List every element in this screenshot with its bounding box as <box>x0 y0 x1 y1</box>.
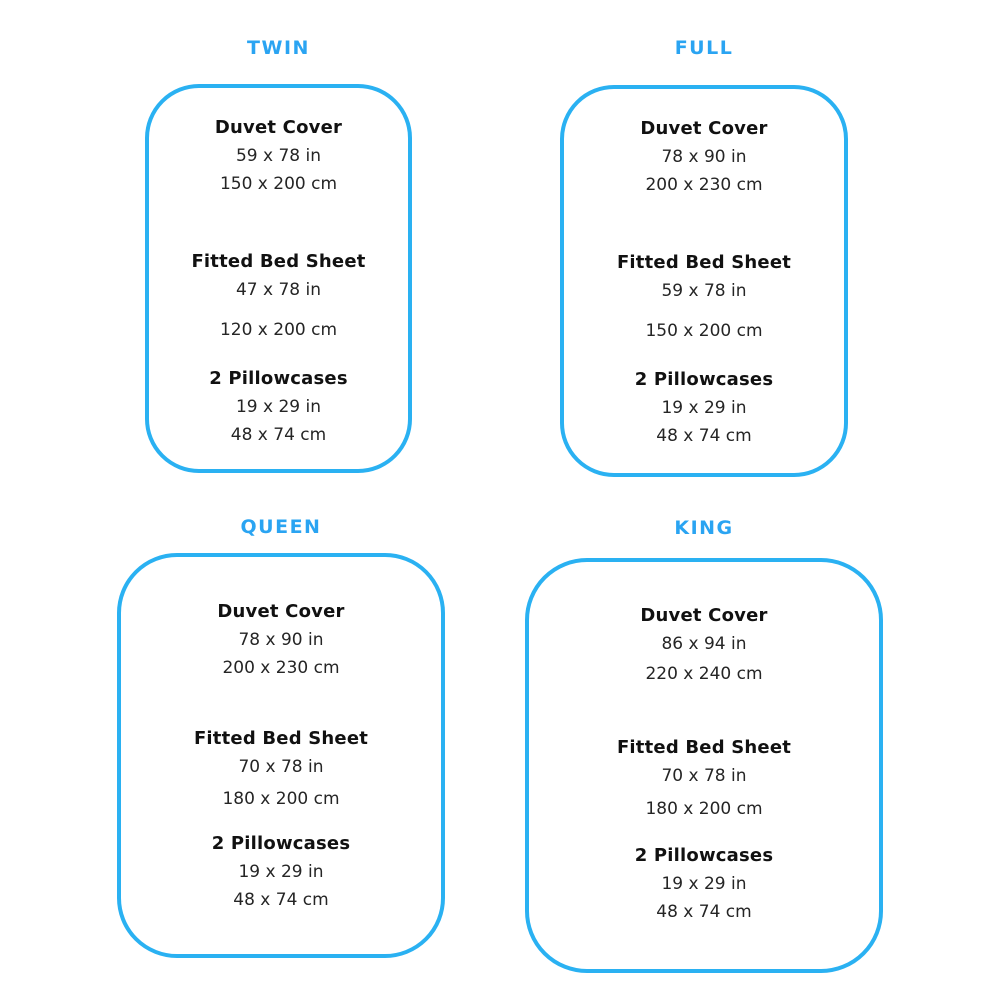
size-centimeters: 180 x 200 cm <box>222 789 340 809</box>
size-centimeters: 120 x 200 cm <box>219 320 338 340</box>
size-panel-twin <box>145 36 412 473</box>
size-centimeters: 200 x 230 cm <box>222 658 340 678</box>
size-panel-queen <box>117 515 445 958</box>
size-centimeters: 48 x 74 cm <box>656 426 752 446</box>
size-card-king <box>525 558 883 973</box>
panel-title-queen: QUEEN <box>240 516 322 538</box>
pillowcases-section <box>529 842 879 926</box>
size-centimeters: 180 x 200 cm <box>645 799 763 819</box>
section-heading: Duvet Cover <box>214 117 343 138</box>
panel-title-twin: TWIN <box>247 37 310 59</box>
size-inches: 19 x 29 in <box>235 397 322 417</box>
size-inches: 70 x 78 in <box>238 757 324 777</box>
size-inches: 59 x 78 in <box>235 146 322 166</box>
panel-title-full: FULL <box>674 37 734 59</box>
panel-title-king: KING <box>674 517 734 539</box>
size-card-full <box>560 85 848 477</box>
pillowcases-section <box>149 365 408 449</box>
section-heading: 2 Pillowcases <box>634 845 774 866</box>
size-card-queen <box>117 553 445 958</box>
section-heading: Fitted Bed Sheet <box>193 728 369 749</box>
size-centimeters: 150 x 200 cm <box>219 174 338 194</box>
size-card-twin <box>145 84 412 473</box>
section-heading: Fitted Bed Sheet <box>616 252 792 273</box>
size-inches: 19 x 29 in <box>661 874 747 894</box>
fitted-sheet-section <box>121 725 441 813</box>
size-centimeters: 48 x 74 cm <box>656 902 752 922</box>
section-heading: Fitted Bed Sheet <box>616 737 792 758</box>
section-heading: 2 Pillowcases <box>634 369 774 390</box>
size-inches: 78 x 90 in <box>238 630 324 650</box>
size-panel-full <box>560 36 848 477</box>
duvet-cover-section <box>121 598 441 682</box>
size-inches: 59 x 78 in <box>661 281 747 301</box>
duvet-cover-section <box>149 114 408 198</box>
section-heading: Duvet Cover <box>640 605 768 626</box>
section-heading: Duvet Cover <box>640 118 768 139</box>
size-centimeters: 150 x 200 cm <box>645 321 763 341</box>
size-centimeters: 220 x 240 cm <box>645 664 763 684</box>
size-inches: 47 x 78 in <box>235 280 322 300</box>
size-inches: 78 x 90 in <box>661 147 747 167</box>
pillowcases-section <box>121 830 441 914</box>
size-inches: 86 x 94 in <box>661 634 747 654</box>
section-heading: 2 Pillowcases <box>211 833 351 854</box>
size-inches: 19 x 29 in <box>661 398 747 418</box>
size-centimeters: 200 x 230 cm <box>645 175 763 195</box>
size-inches: 19 x 29 in <box>238 862 324 882</box>
fitted-sheet-section <box>529 734 879 823</box>
size-centimeters: 48 x 74 cm <box>233 890 329 910</box>
section-heading: 2 Pillowcases <box>209 368 348 389</box>
duvet-cover-section <box>564 115 844 199</box>
fitted-sheet-section <box>564 249 844 345</box>
size-centimeters: 48 x 74 cm <box>230 425 327 445</box>
pillowcases-section <box>564 366 844 450</box>
fitted-sheet-section <box>149 248 408 344</box>
duvet-cover-section <box>529 602 879 688</box>
size-panel-king <box>525 516 883 973</box>
section-heading: Duvet Cover <box>217 601 345 622</box>
section-heading: Fitted Bed Sheet <box>191 251 366 272</box>
size-inches: 70 x 78 in <box>661 766 747 786</box>
